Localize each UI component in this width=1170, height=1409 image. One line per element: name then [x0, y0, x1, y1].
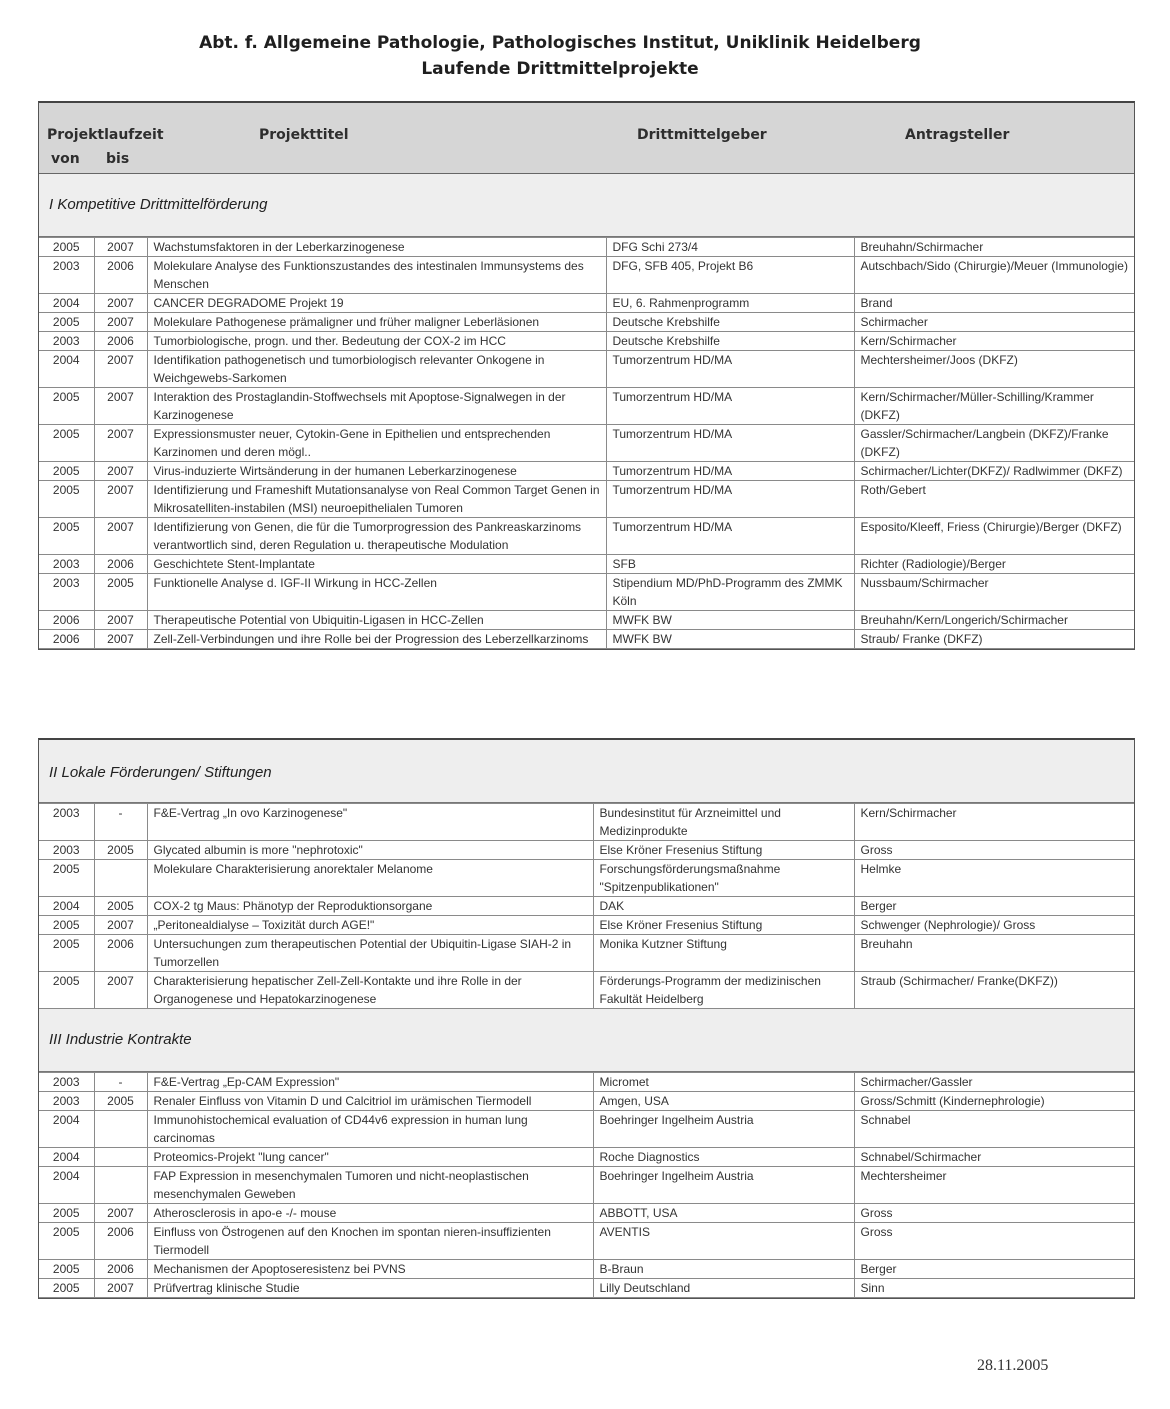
document-title	[0, 30, 1120, 82]
cell-von: 2005	[39, 972, 94, 1009]
cell-von: 2005	[39, 1204, 94, 1223]
cell-von: 2005	[39, 1223, 94, 1260]
table-row	[39, 804, 1134, 841]
table-row	[39, 481, 1134, 518]
table-header	[39, 103, 1134, 174]
cell-antrag: Sinn	[854, 1279, 1134, 1298]
section-heading	[39, 174, 1134, 237]
cell-antrag: Berger	[854, 1260, 1134, 1279]
cell-titel: Einfluss von Östrogenen auf den Knochen im spontan nieren-insuffizienten Tiermodell	[147, 1223, 593, 1260]
col-projekttitel: Projekttitel	[259, 127, 349, 143]
document-date: 28.11.2005	[977, 1357, 1049, 1374]
cell-von: 2005	[39, 1279, 94, 1298]
cell-geber: Else Kröner Fresenius Stiftung	[593, 841, 854, 860]
col-antragsteller: Antragsteller	[905, 127, 1010, 143]
cell-antrag: Brand	[854, 294, 1134, 313]
table-row	[39, 935, 1134, 972]
cell-von: 2005	[39, 518, 94, 555]
cell-bis: 2007	[94, 351, 147, 388]
cell-titel: Glycated albumin is more "nephrotoxic"	[147, 841, 593, 860]
cell-antrag: Schirmacher/Gassler	[854, 1073, 1134, 1092]
table-row	[39, 462, 1134, 481]
cell-bis: 2005	[94, 1092, 147, 1111]
table-row	[39, 630, 1134, 649]
cell-von: 2004	[39, 1167, 94, 1204]
cell-geber: Tumorzentrum HD/MA	[606, 351, 854, 388]
cell-antrag: Kern/Schirmacher	[854, 804, 1134, 841]
cell-bis: -	[94, 1073, 147, 1092]
cell-antrag: Breuhahn	[854, 935, 1134, 972]
table-row	[39, 294, 1134, 313]
cell-antrag: Gross	[854, 841, 1134, 860]
table-row	[39, 1111, 1134, 1148]
cell-antrag: Straub (Schirmacher/ Franke(DKFZ))	[854, 972, 1134, 1009]
table-row	[39, 916, 1134, 935]
cell-bis: 2007	[94, 1204, 147, 1223]
cell-titel: Atherosclerosis in apo-e -/- mouse	[147, 1204, 593, 1223]
cell-geber: MWFK BW	[606, 630, 854, 649]
table-row	[39, 1148, 1134, 1167]
cell-titel: Interaktion des Prostaglandin-Stoffwechsels mit Apoptose-Signalwegen in der Karzinogenese	[147, 388, 606, 425]
section-heading	[39, 740, 1134, 803]
cell-geber: DFG Schi 273/4	[606, 238, 854, 257]
cell-titel: „Peritonealdialyse – Toxizität durch AGE!"	[147, 916, 593, 935]
cell-bis: 2007	[94, 1279, 147, 1298]
cell-antrag: Esposito/Kleeff, Friess (Chirurgie)/Berger (DKFZ)	[854, 518, 1134, 555]
cell-von: 2004	[39, 1148, 94, 1167]
cell-titel: Molekulare Charakterisierung anorektaler Melanome	[147, 860, 593, 897]
cell-von: 2004	[39, 294, 94, 313]
col-projektlaufzeit: Projektlaufzeit	[47, 127, 164, 143]
cell-geber: Bundesinstitut für Arzneimittel und Medizinprodukte	[593, 804, 854, 841]
cell-titel: Renaler Einfluss von Vitamin D und Calcitriol im urämischen Tiermodell	[147, 1092, 593, 1111]
table-row	[39, 555, 1134, 574]
table-row	[39, 332, 1134, 351]
cell-von: 2005	[39, 860, 94, 897]
table-row	[39, 1073, 1134, 1092]
cell-bis: 2007	[94, 481, 147, 518]
projects-table	[39, 237, 1134, 649]
cell-von: 2005	[39, 1260, 94, 1279]
cell-bis	[94, 1167, 147, 1204]
cell-von: 2006	[39, 611, 94, 630]
table-block-kompetitiv	[38, 101, 1135, 650]
cell-bis	[94, 1111, 147, 1148]
cell-titel: Untersuchungen zum therapeutischen Potential der Ubiquitin-Ligase SIAH-2 in Tumorzellen	[147, 935, 593, 972]
cell-geber: Tumorzentrum HD/MA	[606, 481, 854, 518]
table-row	[39, 860, 1134, 897]
cell-titel: F&E-Vertrag „Ep-CAM Expression"	[147, 1073, 593, 1092]
table-row	[39, 1279, 1134, 1298]
table-row	[39, 1260, 1134, 1279]
cell-antrag: Schirmacher/Lichter(DKFZ)/ Radlwimmer (DKFZ)	[854, 462, 1134, 481]
title-line: Abt. f. Allgemeine Pathologie, Pathologisches Institut, Uniklinik Heidelberg	[199, 33, 921, 53]
cell-geber: DFG, SFB 405, Projekt B6	[606, 257, 854, 294]
cell-titel: Wachstumsfaktoren in der Leberkarzinogenese	[147, 238, 606, 257]
table-row	[39, 611, 1134, 630]
cell-antrag: Mechtersheimer	[854, 1167, 1134, 1204]
cell-antrag: Schirmacher	[854, 313, 1134, 332]
cell-antrag: Breuhahn/Schirmacher	[854, 238, 1134, 257]
cell-geber: Amgen, USA	[593, 1092, 854, 1111]
cell-titel: F&E-Vertrag „In ovo Karzinogenese"	[147, 804, 593, 841]
cell-titel: CANCER DEGRADOME Projekt 19	[147, 294, 606, 313]
table-row	[39, 238, 1134, 257]
cell-titel: Mechanismen der Apoptoseresistenz bei PVNS	[147, 1260, 593, 1279]
cell-bis: 2006	[94, 1223, 147, 1260]
cell-titel: Proteomics-Projekt "lung cancer"	[147, 1148, 593, 1167]
table-row	[39, 841, 1134, 860]
table-block-lokal	[38, 738, 1135, 1299]
cell-geber: Boehringer Ingelheim Austria	[593, 1111, 854, 1148]
cell-geber: Deutsche Krebshilfe	[606, 332, 854, 351]
cell-antrag: Gross	[854, 1204, 1134, 1223]
cell-bis: 2005	[94, 574, 147, 611]
cell-geber: Tumorzentrum HD/MA	[606, 425, 854, 462]
cell-von: 2003	[39, 804, 94, 841]
cell-von: 2004	[39, 1111, 94, 1148]
cell-von: 2006	[39, 630, 94, 649]
cell-antrag: Straub/ Franke (DKFZ)	[854, 630, 1134, 649]
cell-antrag: Mechtersheimer/Joos (DKFZ)	[854, 351, 1134, 388]
cell-antrag: Roth/Gebert	[854, 481, 1134, 518]
cell-titel: Therapeutische Potential von Ubiquitin-Ligasen in HCC-Zellen	[147, 611, 606, 630]
cell-von: 2005	[39, 425, 94, 462]
cell-antrag: Autschbach/Sido (Chirurgie)/Meuer (Immunologie)	[854, 257, 1134, 294]
cell-titel: Virus-induzierte Wirtsänderung in der humanen Leberkarzinogenese	[147, 462, 606, 481]
cell-geber: Stipendium MD/PhD-Programm des ZMMK Köln	[606, 574, 854, 611]
cell-von: 2005	[39, 481, 94, 518]
section-title: III Industrie Kontrakte	[49, 1031, 192, 1048]
cell-titel: Tumorbiologische, progn. und ther. Bedeutung der COX-2 im HCC	[147, 332, 606, 351]
cell-titel: Identifizierung von Genen, die für die Tumorprogression des Pankreaskarzinoms verantwortlich sind, deren Regulation u. therapeutische Modulation	[147, 518, 606, 555]
cell-titel: Identifikation pathogenetisch und tumorbiologisch relevanter Onkogene in Weichgewebs-Sarkomen	[147, 351, 606, 388]
cell-titel: Funktionelle Analyse d. IGF-II Wirkung in HCC-Zellen	[147, 574, 606, 611]
cell-geber: Boehringer Ingelheim Austria	[593, 1167, 854, 1204]
cell-von: 2003	[39, 1092, 94, 1111]
cell-antrag: Kern/Schirmacher	[854, 332, 1134, 351]
cell-geber: Deutsche Krebshilfe	[606, 313, 854, 332]
cell-geber: Else Kröner Fresenius Stiftung	[593, 916, 854, 935]
col-drittmittelgeber: Drittmittelgeber	[637, 127, 767, 143]
table-row	[39, 1092, 1134, 1111]
table-row	[39, 518, 1134, 555]
cell-von: 2003	[39, 332, 94, 351]
cell-titel: Molekulare Pathogenese prämaligner und früher maligner Leberläsionen	[147, 313, 606, 332]
cell-von: 2005	[39, 935, 94, 972]
table-row	[39, 313, 1134, 332]
cell-geber: Förderungs-Programm der medizinischen Fakultät Heidelberg	[593, 972, 854, 1009]
cell-titel: COX-2 tg Maus: Phänotyp der Reproduktionsorgane	[147, 897, 593, 916]
cell-von: 2003	[39, 841, 94, 860]
cell-geber: Lilly Deutschland	[593, 1279, 854, 1298]
cell-von: 2005	[39, 388, 94, 425]
cell-bis: 2007	[94, 916, 147, 935]
cell-bis: 2007	[94, 611, 147, 630]
cell-antrag: Berger	[854, 897, 1134, 916]
cell-antrag: Schwenger (Nephrologie)/ Gross	[854, 916, 1134, 935]
table-row	[39, 351, 1134, 388]
cell-bis: 2007	[94, 388, 147, 425]
cell-geber: AVENTIS	[593, 1223, 854, 1260]
table-row	[39, 1223, 1134, 1260]
table-row	[39, 972, 1134, 1009]
cell-bis	[94, 860, 147, 897]
cell-antrag: Gross	[854, 1223, 1134, 1260]
cell-titel: Molekulare Analyse des Funktionszustandes des intestinalen Immunsystems des Menschen	[147, 257, 606, 294]
cell-geber: MWFK BW	[606, 611, 854, 630]
cell-antrag: Helmke	[854, 860, 1134, 897]
cell-bis: 2007	[94, 972, 147, 1009]
cell-von: 2005	[39, 313, 94, 332]
cell-geber: Tumorzentrum HD/MA	[606, 462, 854, 481]
cell-von: 2005	[39, 916, 94, 935]
cell-von: 2005	[39, 238, 94, 257]
cell-geber: Micromet	[593, 1073, 854, 1092]
cell-antrag: Breuhahn/Kern/Longerich/Schirmacher	[854, 611, 1134, 630]
cell-geber: Tumorzentrum HD/MA	[606, 388, 854, 425]
cell-bis: 2007	[94, 462, 147, 481]
cell-antrag: Schnabel/Schirmacher	[854, 1148, 1134, 1167]
cell-bis: 2007	[94, 294, 147, 313]
cell-geber: Tumorzentrum HD/MA	[606, 518, 854, 555]
cell-geber: DAK	[593, 897, 854, 916]
cell-bis: 2006	[94, 555, 147, 574]
cell-bis: 2007	[94, 238, 147, 257]
cell-bis: -	[94, 804, 147, 841]
cell-antrag: Nussbaum/Schirmacher	[854, 574, 1134, 611]
cell-titel: Identifizierung und Frameshift Mutationsanalyse von Real Common Target Genen in Mikrosatelliten-instabilen (MSI) neuroepithelialen Tumoren	[147, 481, 606, 518]
table-row	[39, 1167, 1134, 1204]
subtitle-line: Laufende Drittmittelprojekte	[421, 59, 699, 79]
cell-titel: Geschichtete Stent-Implantate	[147, 555, 606, 574]
section-heading	[39, 1009, 1134, 1072]
cell-bis: 2005	[94, 897, 147, 916]
cell-geber: Forschungsförderungsmaßnahme "Spitzenpublikationen"	[593, 860, 854, 897]
section-title: II Lokale Förderungen/ Stiftungen	[49, 764, 272, 781]
cell-bis: 2005	[94, 841, 147, 860]
cell-bis: 2006	[94, 1260, 147, 1279]
cell-von: 2003	[39, 574, 94, 611]
table-row	[39, 897, 1134, 916]
projects-table	[39, 803, 1134, 1009]
table-row	[39, 1204, 1134, 1223]
cell-antrag: Schnabel	[854, 1111, 1134, 1148]
table-row	[39, 425, 1134, 462]
cell-von: 2003	[39, 555, 94, 574]
cell-antrag: Richter (Radiologie)/Berger	[854, 555, 1134, 574]
cell-geber: ABBOTT, USA	[593, 1204, 854, 1223]
cell-geber: Monika Kutzner Stiftung	[593, 935, 854, 972]
col-von: von	[51, 151, 80, 167]
cell-geber: SFB	[606, 555, 854, 574]
cell-geber: Roche Diagnostics	[593, 1148, 854, 1167]
cell-titel: Immunohistochemical evaluation of CD44v6 expression in human lung carcinomas	[147, 1111, 593, 1148]
projects-table	[39, 1072, 1134, 1298]
cell-bis: 2007	[94, 518, 147, 555]
cell-bis: 2007	[94, 313, 147, 332]
cell-bis: 2006	[94, 935, 147, 972]
table-row	[39, 257, 1134, 294]
col-bis: bis	[106, 151, 130, 167]
cell-von: 2004	[39, 897, 94, 916]
cell-titel: Expressionsmuster neuer, Cytokin-Gene in Epithelien und entsprechenden Karzinomen und deren mögl..	[147, 425, 606, 462]
cell-bis: 2007	[94, 630, 147, 649]
cell-antrag: Gross/Schmitt (Kindernephrologie)	[854, 1092, 1134, 1111]
cell-geber: B-Braun	[593, 1260, 854, 1279]
cell-geber: EU, 6. Rahmenprogramm	[606, 294, 854, 313]
cell-von: 2004	[39, 351, 94, 388]
section-title: I Kompetitive Drittmittelförderung	[49, 196, 268, 213]
cell-von: 2003	[39, 257, 94, 294]
cell-titel: Charakterisierung hepatischer Zell-Zell-Kontakte und ihre Rolle in der Organogenese und Hepatokarzinogenese	[147, 972, 593, 1009]
cell-bis: 2006	[94, 257, 147, 294]
cell-bis	[94, 1148, 147, 1167]
cell-titel: Prüfvertrag klinische Studie	[147, 1279, 593, 1298]
cell-antrag: Gassler/Schirmacher/Langbein (DKFZ)/Franke (DKFZ)	[854, 425, 1134, 462]
cell-bis: 2006	[94, 332, 147, 351]
cell-antrag: Kern/Schirmacher/Müller-Schilling/Krammer (DKFZ)	[854, 388, 1134, 425]
cell-titel: FAP Expression in mesenchymalen Tumoren und nicht-neoplastischen mesenchymalen Geweben	[147, 1167, 593, 1204]
table-row	[39, 388, 1134, 425]
table-row	[39, 574, 1134, 611]
cell-von: 2005	[39, 462, 94, 481]
cell-bis: 2007	[94, 425, 147, 462]
cell-von: 2003	[39, 1073, 94, 1092]
cell-titel: Zell-Zell-Verbindungen und ihre Rolle bei der Progression des Leberzellkarzinoms	[147, 630, 606, 649]
